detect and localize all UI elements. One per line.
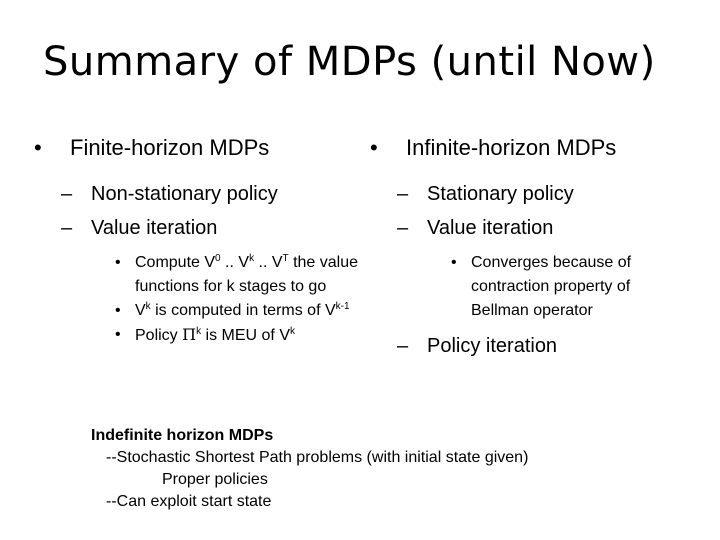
superscript: k xyxy=(145,301,151,312)
left-heading-text: Finite-horizon MDPs xyxy=(70,135,270,160)
right-subitem-1 xyxy=(370,177,700,211)
bottom-heading: Indefinite horizon MDPs xyxy=(91,427,274,444)
left-bullet-heading xyxy=(34,133,364,163)
detail-text: Policy xyxy=(135,327,183,344)
detail-text: Converges because of contraction property of Bellman operator xyxy=(471,254,632,319)
superscript: k xyxy=(196,326,202,337)
bullet-icon: • xyxy=(451,254,457,271)
detail-text: .. V xyxy=(220,254,250,271)
left-subitem-2-text: Value iteration xyxy=(91,217,218,239)
left-detail-2 xyxy=(34,299,364,323)
left-subitem-2 xyxy=(34,211,364,245)
superscript: T xyxy=(282,253,289,264)
detail-text: is computed in terms of V xyxy=(150,302,336,319)
right-subitem-3-text: Policy iteration xyxy=(427,335,558,357)
right-heading-text: Infinite-horizon MDPs xyxy=(406,135,617,160)
detail-text: .. V xyxy=(254,254,283,271)
detail-text: is MEU of V xyxy=(201,327,290,344)
left-detail-3 xyxy=(34,323,364,348)
superscript: k xyxy=(289,326,295,337)
right-detail-1 xyxy=(370,251,691,323)
bottom-line: --Can exploit start state xyxy=(106,493,272,510)
detail-text: Compute V xyxy=(135,254,216,271)
detail-text: V xyxy=(135,302,146,319)
left-subitem-1-text: Non-stationary policy xyxy=(91,183,278,205)
dash-icon: – xyxy=(397,335,409,357)
slide-title: Summary of MDPs (until Now) xyxy=(43,39,656,85)
dash-icon: – xyxy=(61,183,73,205)
left-subitem-1 xyxy=(34,177,364,211)
left-column xyxy=(34,133,364,348)
superscript: k-1 xyxy=(335,301,350,312)
bullet-icon: • xyxy=(115,302,121,319)
right-column xyxy=(370,133,700,363)
superscript: k xyxy=(249,253,255,264)
pi-symbol: Π xyxy=(182,325,197,344)
dash-icon: – xyxy=(61,217,73,239)
dash-icon: – xyxy=(397,217,409,239)
bullet-icon: • xyxy=(115,254,121,271)
right-subitem-2-text: Value iteration xyxy=(427,217,554,239)
left-detail-1 xyxy=(34,251,364,299)
right-subitem-3 xyxy=(370,329,700,363)
dash-icon: – xyxy=(397,183,409,205)
right-subitem-1-text: Stationary policy xyxy=(427,183,574,205)
right-bullet-heading xyxy=(370,133,700,163)
bullet-icon: • xyxy=(370,135,378,160)
superscript: 0 xyxy=(215,253,221,264)
bullet-icon: • xyxy=(34,135,42,160)
bottom-line: Proper policies xyxy=(162,471,268,488)
detail-text: the value functions for k stages to go xyxy=(135,254,359,295)
right-subitem-2 xyxy=(370,211,700,245)
bullet-icon: • xyxy=(115,326,121,343)
bottom-line: --Stochastic Shortest Path problems (with initial state given) xyxy=(106,449,529,466)
bottom-note xyxy=(91,425,528,513)
